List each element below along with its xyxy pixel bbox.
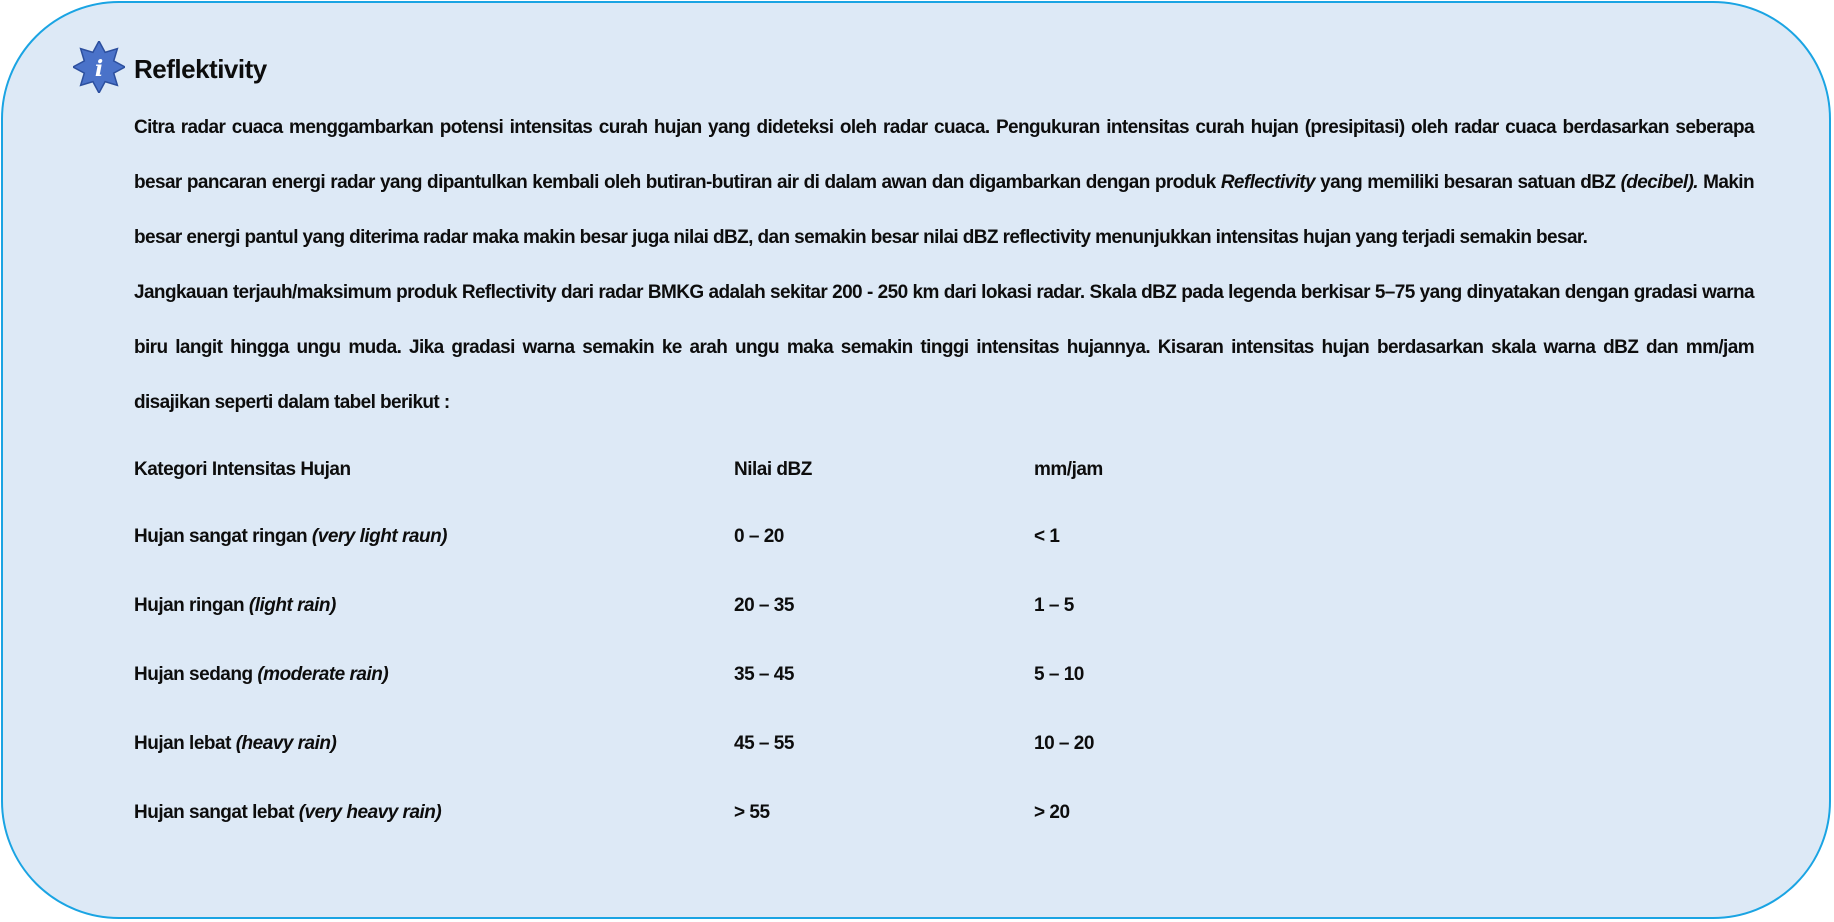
category-cell: Hujan sangat ringan (very light raun): [134, 525, 447, 547]
category-cell: Hujan sedang (moderate rain): [134, 663, 389, 685]
table-row: [134, 778, 1334, 847]
category-cell: Hujan ringan (light rain): [134, 594, 336, 616]
dbz-cell: 20 – 35: [734, 594, 794, 616]
dbz-cell: 45 – 55: [734, 732, 794, 754]
mm-cell: 1 – 5: [1034, 594, 1074, 616]
dbz-cell: > 55: [734, 801, 770, 823]
category-cell: Hujan lebat (heavy rain): [134, 732, 337, 754]
mm-cell: > 20: [1034, 801, 1070, 823]
intensity-table: [134, 438, 1334, 847]
header-category: Kategori Intensitas Hujan: [134, 459, 351, 480]
table-row: [134, 571, 1334, 640]
table-row: [134, 502, 1334, 571]
dbz-cell: 0 – 20: [734, 525, 784, 547]
table-row: [134, 640, 1334, 709]
mm-cell: < 1: [1034, 525, 1060, 547]
mm-cell: 10 – 20: [1034, 732, 1094, 754]
description-paragraph-2: Jangkauan terjauh/maksimum produk Reflectivity dari radar BMKG adalah sekitar 200 - 250 km dari lokasi radar. Skala dBZ pada legenda berkisar 5–75 yang dinyatakan dengan gradasi warna biru langit hingga ungu muda. Jika gradasi warna semakin ke arah ungu maka semakin tinggi intensitas hujannya. Kisaran intensitas hujan berdasarkan skala warna dBZ dan mm/jam disajikan seperti dalam tabel berikut :: [134, 282, 1754, 413]
reflectivity-card: [1, 1, 1831, 919]
header-dbz: Nilai dBZ: [734, 459, 812, 480]
mm-cell: 5 – 10: [1034, 663, 1084, 685]
page-title: Reflektivity: [134, 54, 267, 84]
description: [134, 100, 1754, 430]
description-paragraph-1: Citra radar cuaca menggambarkan potensi intensitas curah hujan yang dideteksi oleh radar cuaca. Pengukuran intensitas curah hujan (presipitasi) oleh radar cuaca berdasarkan seberapa besar pancaran energi radar yang dipantulkan kembali oleh butiran-butiran air di dalam awan dan digambarkan dengan produk Reflectivity yang memiliki besaran satuan dBZ (decibel). Makin besar energi pantul yang diterima radar maka makin besar juga nilai dBZ, dan semakin besar nilai dBZ reflectivity menunjukkan intensitas hujan yang terjadi semakin besar.: [134, 117, 1754, 248]
header-mm: mm/jam: [1034, 459, 1103, 480]
table-row: [134, 709, 1334, 778]
info-icon: [73, 41, 125, 93]
category-cell: Hujan sangat lebat (very heavy rain): [134, 801, 442, 823]
dbz-cell: 35 – 45: [734, 663, 794, 685]
svg-text:i: i: [94, 56, 104, 82]
table-header-row: [134, 438, 1334, 502]
